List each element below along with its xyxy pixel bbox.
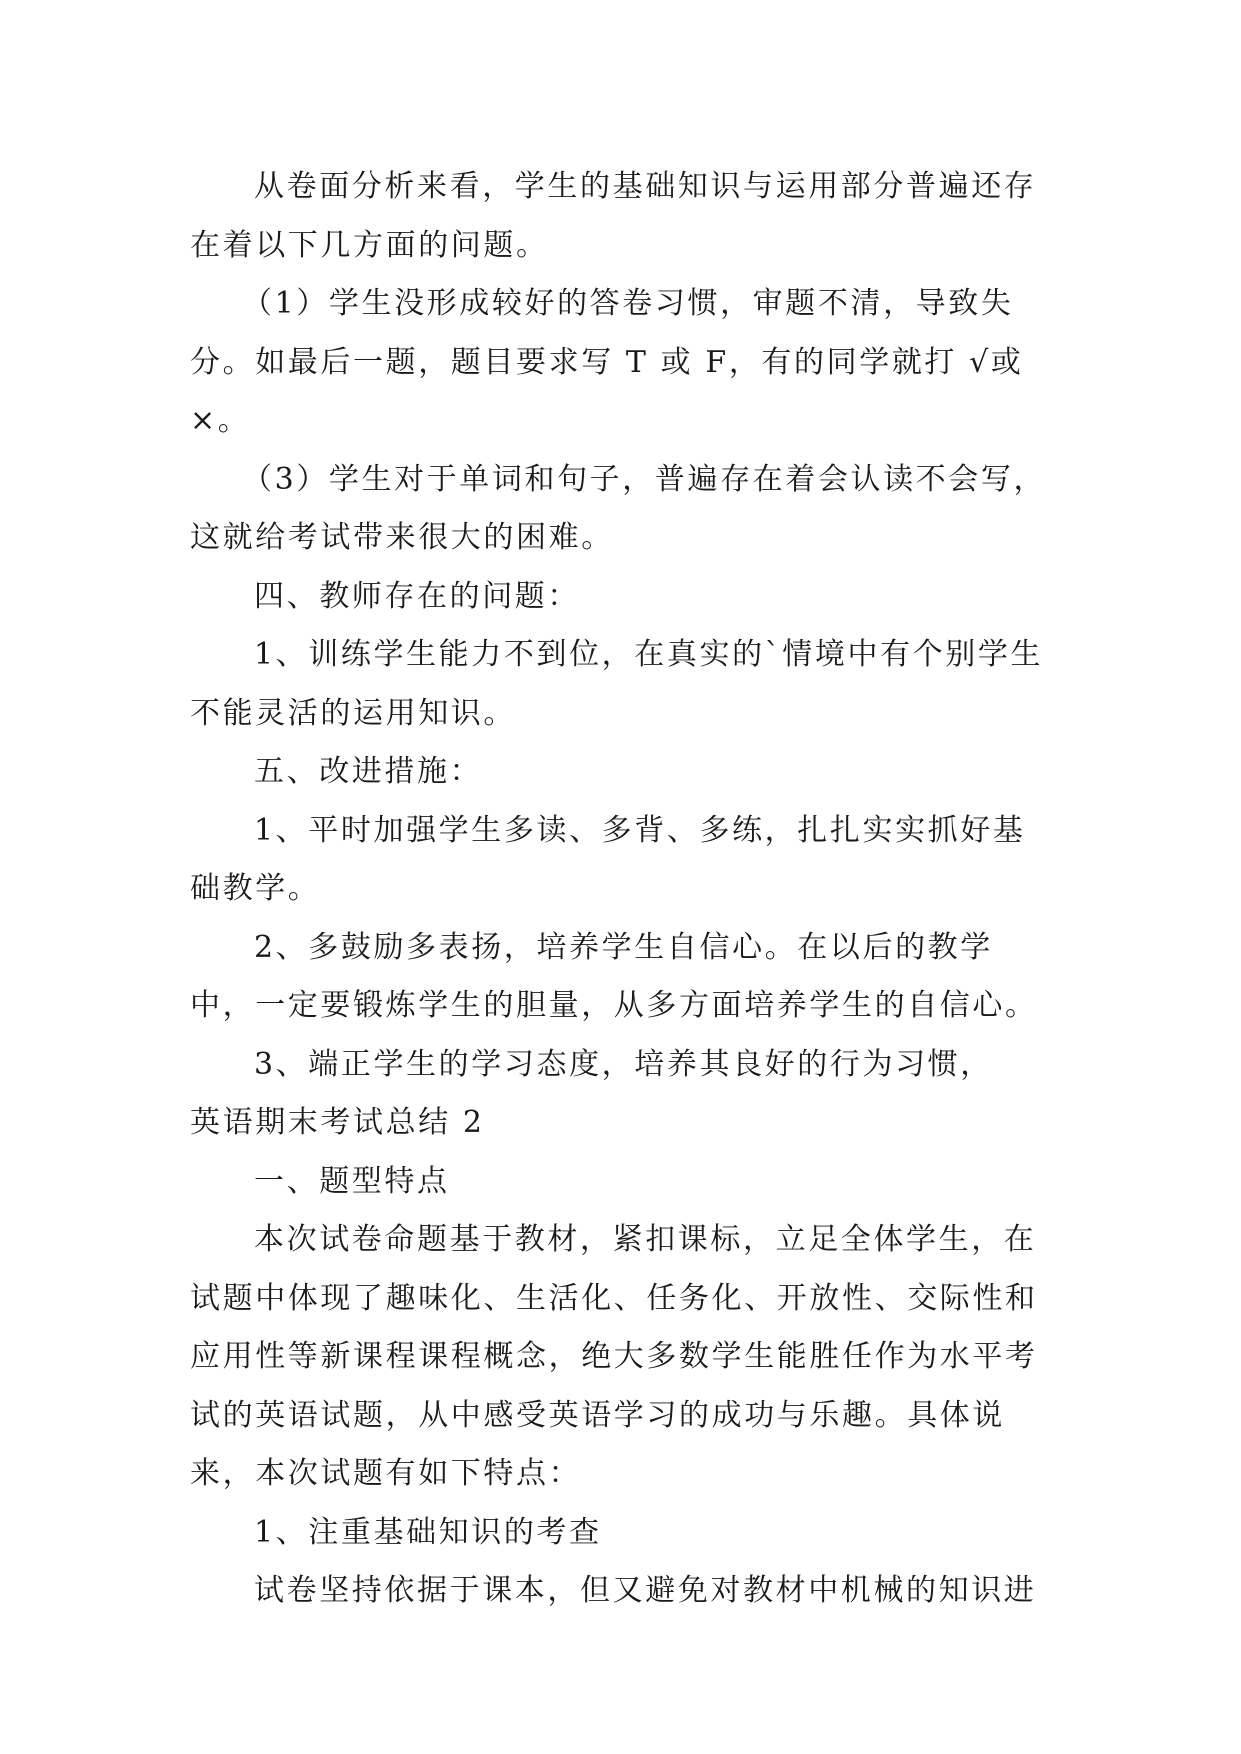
section-heading-teacher-issues: 四、教师存在的问题：: [254, 578, 580, 614]
paragraph-issue-1: （1）学生没形成较好的答卷习惯，审题不清，导致失分。如最后一题，题目要求写 T 或 F，有的同学就打 √或×。: [190, 286, 1024, 438]
paragraph-exam-overview: 本次试卷命题基于教材，紧扣课标，立足全体学生，在试题中体现了趣味化、生活化、任务化、开放性、交际性和应用性等新课程课程概念，绝大多数学生能胜任作为水平考试的英语试题，从中感受英语学习的成功与乐趣。具体说来，本次试题有如下特点：: [190, 1222, 1038, 1491]
paragraph-analysis-intro: 从卷面分析来看，学生的基础知识与运用部分普遍还存在着以下几方面的问题。: [190, 169, 1037, 263]
paragraph-issue-3: （3）学生对于单词和句子，普遍存在着会认读不会写，这就给考试带来很大的困难。: [190, 461, 1047, 555]
document-body: [190, 158, 1050, 1621]
document-subtitle: 英语期末考试总结 2: [190, 1105, 485, 1140]
paragraph-improvement-3: 3、端正学生的学习态度，培养其良好的行为习惯，: [254, 1046, 993, 1082]
paragraph-improvement-1: 1、平时加强学生多读、多背、多练，扎扎实实抓好基础教学。: [190, 812, 1026, 906]
subheading-basic-knowledge: 1、注重基础知识的考查: [254, 1514, 602, 1550]
paragraph-textbook-basis: 试卷坚持依据于课本，但又避免对教材中机械的知识进: [254, 1573, 1037, 1608]
section-heading-question-types: 一、题型特点: [254, 1163, 450, 1199]
section-heading-improvements: 五、改进措施：: [254, 754, 483, 789]
paragraph-improvement-2: 2、多鼓励多表扬，培养学生自信心。在以后的教学中，一定要锻炼学生的胆量，从多方面培养学生的自信心。: [190, 929, 1038, 1023]
paragraph-teacher-issue-1: 1、训练学生能力不到位，在真实的`情境中有个别学生不能灵活的运用知识。: [190, 637, 1044, 731]
